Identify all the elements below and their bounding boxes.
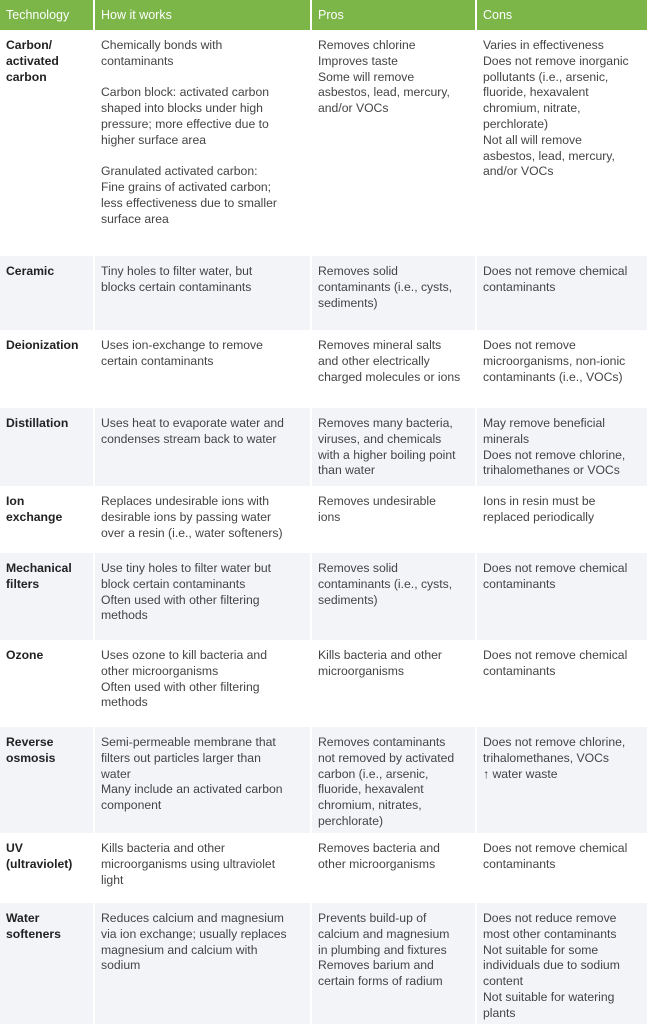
cell-line: Removes bacteria and — [318, 841, 440, 855]
pros-cell — [312, 727, 475, 833]
cell-line: contaminants — [483, 856, 556, 871]
cell-line: microorganisms using ultraviolet — [101, 856, 276, 871]
cell-line: and/or VOCs — [483, 164, 554, 179]
cell-line: Not all will remove — [483, 132, 582, 147]
cell-line: Replaces undesirable ions with — [101, 494, 270, 508]
cons-cell — [477, 640, 647, 727]
cell-line: UV — [6, 841, 23, 855]
cell-line: Does not remove chlorine, — [483, 447, 626, 462]
cell-line: contaminants — [483, 279, 556, 294]
cell-line: Often used with other filtering — [101, 679, 260, 694]
technology-cell — [0, 833, 93, 903]
cell-line: carbon — [6, 69, 47, 84]
how-it-works-cell — [95, 256, 310, 330]
cell-line: Carbon/ — [6, 38, 53, 52]
technology-cell — [0, 256, 93, 330]
cell-line: microorganisms, non-ionic — [483, 353, 626, 368]
cell-line: filters — [6, 576, 40, 591]
cons-cell — [477, 330, 647, 408]
cell-line: May remove beneficial — [483, 416, 605, 430]
technology-cell — [0, 408, 93, 486]
pros-cell — [312, 903, 475, 1024]
cell-line: plants — [483, 1005, 516, 1020]
cell-line: trihalomethanes or VOCs — [483, 463, 620, 478]
cell-line: Semi-permeable membrane that — [101, 735, 276, 749]
cell-line: Often used with other filtering — [101, 592, 260, 607]
cons-cell — [477, 553, 647, 640]
cell-line: other microorganisms — [101, 663, 219, 678]
how-it-works-cell — [95, 903, 310, 1024]
technology-cell — [0, 486, 93, 553]
cell-line: replaced periodically — [483, 509, 595, 524]
cell-line: ↑ water waste — [483, 766, 558, 781]
cell-line: Removes chlorine — [318, 38, 416, 52]
cell-line: individuals due to sodium — [483, 958, 620, 973]
cell-line: asbestos, lead, mercury, — [318, 85, 450, 100]
cell-line: Does not remove chemical — [483, 841, 628, 855]
cell-line: contaminants (i.e., VOCs) — [483, 369, 623, 384]
cell-line: Removes solid — [318, 264, 398, 278]
cell-line: Uses ozone to kill bacteria and — [101, 648, 267, 662]
technology-cell — [0, 903, 93, 1024]
cell-line: Reduces calcium and magnesium — [101, 911, 284, 925]
cell-line: pollutants (i.e., arsenic, — [483, 69, 609, 84]
cell-line: not removed by activated — [318, 750, 455, 765]
pros-cell — [312, 640, 475, 727]
how-it-works-cell — [95, 640, 310, 727]
technology-cell — [0, 553, 93, 640]
cell-line: less effectiveness due to smaller — [101, 195, 277, 210]
cell-line: calcium and magnesium — [318, 926, 450, 941]
header-technology: Technology — [0, 0, 93, 30]
header-row — [0, 0, 647, 30]
cell-line: Tiny holes to filter water, but — [101, 264, 253, 278]
header-cons: Cons — [477, 0, 647, 30]
pros-cell — [312, 408, 475, 486]
cell-line: charged molecules or ions — [318, 369, 461, 384]
pros-cell — [312, 256, 475, 330]
pros-cell — [312, 330, 475, 408]
how-it-works-cell — [95, 408, 310, 486]
how-it-works-cell — [95, 330, 310, 408]
cell-line: exchange — [6, 509, 63, 524]
cell-line: activated — [6, 53, 59, 68]
cell-line: over a resin (i.e., water softeners) — [101, 525, 283, 540]
cell-line: sodium — [101, 958, 141, 973]
cell-line: Ceramic — [6, 264, 55, 278]
cons-cell — [477, 727, 647, 833]
cell-line: chromium, nitrates, — [318, 798, 422, 813]
cell-line: other microorganisms — [318, 856, 436, 871]
paragraph — [101, 911, 304, 974]
cell-line: Removes mineral salts — [318, 338, 442, 352]
cell-line: magnesium and calcium with — [101, 942, 258, 957]
cell-line: shaped into blocks under high — [101, 101, 263, 116]
cell-line: Removes solid — [318, 561, 398, 575]
cell-line: viruses, and chemicals — [318, 431, 442, 446]
cell-line: asbestos, lead, mercury, — [483, 148, 615, 163]
cell-line: Chemically bonds with — [101, 38, 223, 52]
cell-line: Does not remove chemical — [483, 264, 628, 278]
table-row — [0, 256, 647, 330]
paragraph — [101, 735, 304, 814]
cell-line: higher surface area — [101, 132, 207, 147]
cell-line: Ions in resin must be — [483, 494, 596, 508]
cell-line: Does not reduce remove — [483, 911, 617, 925]
cell-line: Ion — [6, 494, 25, 508]
cons-cell — [477, 486, 647, 553]
cell-line: Does not remove — [483, 338, 576, 352]
paragraph — [101, 494, 304, 541]
cell-line: and other electrically — [318, 353, 430, 368]
cell-line: contaminants — [483, 663, 556, 678]
table-row — [0, 30, 647, 256]
cons-cell — [477, 256, 647, 330]
cell-line: most other contaminants — [483, 926, 617, 941]
cell-line: Mechanical — [6, 561, 72, 575]
cell-line: sediments) — [318, 592, 378, 607]
cell-line: and/or VOCs — [318, 101, 389, 116]
cell-line: Granulated activated carbon: — [101, 164, 258, 179]
cell-line: with a higher boiling point — [318, 447, 456, 462]
cell-line: Fine grains of activated carbon; — [101, 180, 272, 195]
cell-line: Uses ion-exchange to remove — [101, 338, 263, 352]
cell-line: Varies in effectiveness — [483, 38, 604, 52]
cell-line: perchlorate) — [318, 813, 384, 828]
cons-cell — [477, 30, 647, 256]
cell-line: Water — [6, 911, 40, 925]
table-row — [0, 330, 647, 408]
cons-cell — [477, 903, 647, 1024]
cons-cell — [477, 408, 647, 486]
cons-cell — [477, 833, 647, 903]
paragraph — [101, 338, 304, 370]
cell-line: blocks certain contaminants — [101, 279, 252, 294]
cell-line: Prevents build-up of — [318, 911, 427, 925]
cell-line: ions — [318, 509, 341, 524]
cell-line: Does not remove chemical — [483, 561, 628, 575]
cell-line: Does not remove inorganic — [483, 53, 629, 68]
cell-line: methods — [101, 608, 148, 623]
cell-line: light — [101, 872, 124, 887]
cell-line: minerals — [483, 431, 530, 446]
cell-line: contaminants — [101, 53, 174, 68]
cell-line: condenses stream back to water — [101, 431, 277, 446]
table-row — [0, 408, 647, 486]
cell-line: fluoride, hexavalent — [318, 782, 424, 797]
cell-line: Does not remove chemical — [483, 648, 628, 662]
pros-cell — [312, 833, 475, 903]
cell-line: methods — [101, 695, 148, 710]
cell-line: Many include an activated carbon — [101, 782, 283, 797]
table-row — [0, 640, 647, 727]
cell-line: osmosis — [6, 750, 56, 765]
cell-line: certain forms of radium — [318, 974, 443, 989]
cell-line: component — [101, 798, 162, 813]
paragraph — [101, 85, 304, 148]
cell-line: Some will remove — [318, 69, 415, 84]
cell-line: Kills bacteria and other — [318, 648, 442, 662]
cell-line: Deionization — [6, 338, 79, 352]
cell-line: (ultraviolet) — [6, 856, 73, 871]
cell-line: Kills bacteria and other — [101, 841, 225, 855]
cell-line: Removes contaminants — [318, 735, 446, 749]
cell-line: trihalomethanes, VOCs — [483, 750, 609, 765]
pros-cell — [312, 553, 475, 640]
cell-line: Reverse — [6, 735, 54, 749]
technology-cell — [0, 640, 93, 727]
cell-line: Does not remove chlorine, — [483, 735, 626, 749]
paragraph — [101, 416, 304, 448]
pros-cell — [312, 30, 475, 256]
cell-line: chromium, nitrate, — [483, 101, 581, 116]
cell-line: Improves taste — [318, 53, 398, 68]
cell-line: Ozone — [6, 648, 44, 662]
cell-line: block certain contaminants — [101, 576, 246, 591]
cell-line: microorganisms — [318, 663, 405, 678]
header-pros: Pros — [312, 0, 475, 30]
how-it-works-cell — [95, 833, 310, 903]
how-it-works-cell — [95, 30, 310, 256]
cell-line: content — [483, 974, 523, 989]
how-it-works-cell — [95, 553, 310, 640]
table-row — [0, 833, 647, 903]
paragraph — [101, 164, 304, 227]
cell-line: surface area — [101, 211, 169, 226]
paragraph — [101, 264, 304, 296]
how-it-works-cell — [95, 486, 310, 553]
paragraph — [101, 38, 304, 70]
cell-line: water — [101, 766, 131, 781]
cell-line: sediments) — [318, 295, 378, 310]
cell-line: Not suitable for watering — [483, 989, 615, 1004]
technology-cell — [0, 30, 93, 256]
cell-line: desirable ions by passing water — [101, 509, 272, 524]
technology-cell — [0, 727, 93, 833]
table-row — [0, 553, 647, 640]
cell-line: Removes many bacteria, — [318, 416, 453, 430]
cell-line: Removes barium and — [318, 958, 434, 973]
paragraph — [101, 841, 304, 888]
cell-line: Not suitable for some — [483, 942, 599, 957]
technology-cell — [0, 330, 93, 408]
cell-line: Uses heat to evaporate water and — [101, 416, 284, 430]
cell-line: contaminants (i.e., cysts, — [318, 576, 453, 591]
cell-line: contaminants — [483, 576, 556, 591]
cell-line: carbon (i.e., arsenic, — [318, 766, 429, 781]
cell-line: in plumbing and fixtures — [318, 942, 447, 957]
pros-cell — [312, 486, 475, 553]
cell-line: Carbon block: activated carbon — [101, 85, 270, 100]
cell-line: certain contaminants — [101, 353, 214, 368]
paragraph — [101, 648, 304, 711]
cell-line: filters out particles larger than — [101, 750, 261, 765]
paragraph — [101, 561, 304, 624]
cell-line: than water — [318, 463, 375, 478]
table-row — [0, 486, 647, 553]
cell-line: Use tiny holes to filter water but — [101, 561, 272, 575]
cell-line: softeners — [6, 926, 61, 941]
cell-line: via ion exchange; usually replaces — [101, 926, 287, 941]
cell-line: contaminants (i.e., cysts, — [318, 279, 453, 294]
header-how-it-works: How it works — [95, 0, 310, 30]
cell-line: fluoride, hexavalent — [483, 85, 589, 100]
how-it-works-cell — [95, 727, 310, 833]
table-row — [0, 903, 647, 1024]
cell-line: Distillation — [6, 416, 69, 430]
cell-line: pressure; more effective due to — [101, 116, 269, 131]
table-row — [0, 727, 647, 833]
cell-line: perchlorate) — [483, 116, 549, 131]
cell-line: Removes undesirable — [318, 494, 436, 508]
